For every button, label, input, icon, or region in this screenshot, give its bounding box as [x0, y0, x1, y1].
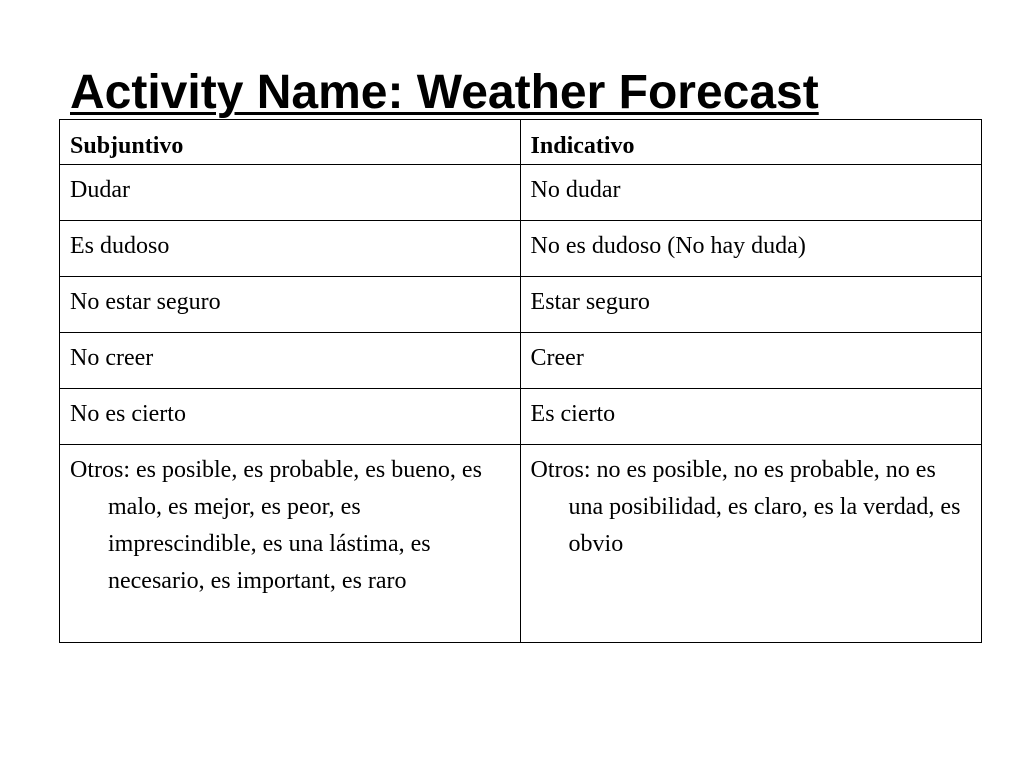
- subjuntivo-others-text: Otros: es posible, es probable, es bueno, es malo, es mejor, es peor, es imprescindible, es una lástima, es necesario, es important, es raro: [70, 457, 482, 594]
- slide-title: Activity Name: Weather Forecast: [70, 66, 819, 119]
- table-row: [60, 389, 982, 445]
- indicativo-cell: No dudar: [520, 165, 981, 221]
- indicativo-cell: Es cierto: [520, 389, 981, 445]
- subjuntivo-cell: No creer: [60, 333, 521, 389]
- table-row: [60, 445, 982, 643]
- subjuntivo-cell: Dudar: [60, 165, 521, 221]
- header-subjuntivo: Subjuntivo: [60, 120, 521, 165]
- indicativo-cell: Creer: [520, 333, 981, 389]
- table-row: [60, 165, 982, 221]
- indicativo-cell: Estar seguro: [520, 277, 981, 333]
- subjuntivo-others-cell: [60, 445, 521, 643]
- subjunctive-indicative-table: [59, 119, 982, 643]
- indicativo-others-cell: [520, 445, 981, 643]
- header-indicativo: Indicativo: [520, 120, 981, 165]
- subjuntivo-cell: No es cierto: [60, 389, 521, 445]
- table-row: [60, 277, 982, 333]
- indicativo-cell: No es dudoso (No hay duda): [520, 221, 981, 277]
- subjuntivo-cell: Es dudoso: [60, 221, 521, 277]
- table-row: [60, 221, 982, 277]
- table-header-row: [60, 120, 982, 165]
- table-row: [60, 333, 982, 389]
- subjuntivo-cell: No estar seguro: [60, 277, 521, 333]
- indicativo-others-text: Otros: no es posible, no es probable, no es una posibilidad, es claro, es la verdad, es obvio: [530, 457, 961, 557]
